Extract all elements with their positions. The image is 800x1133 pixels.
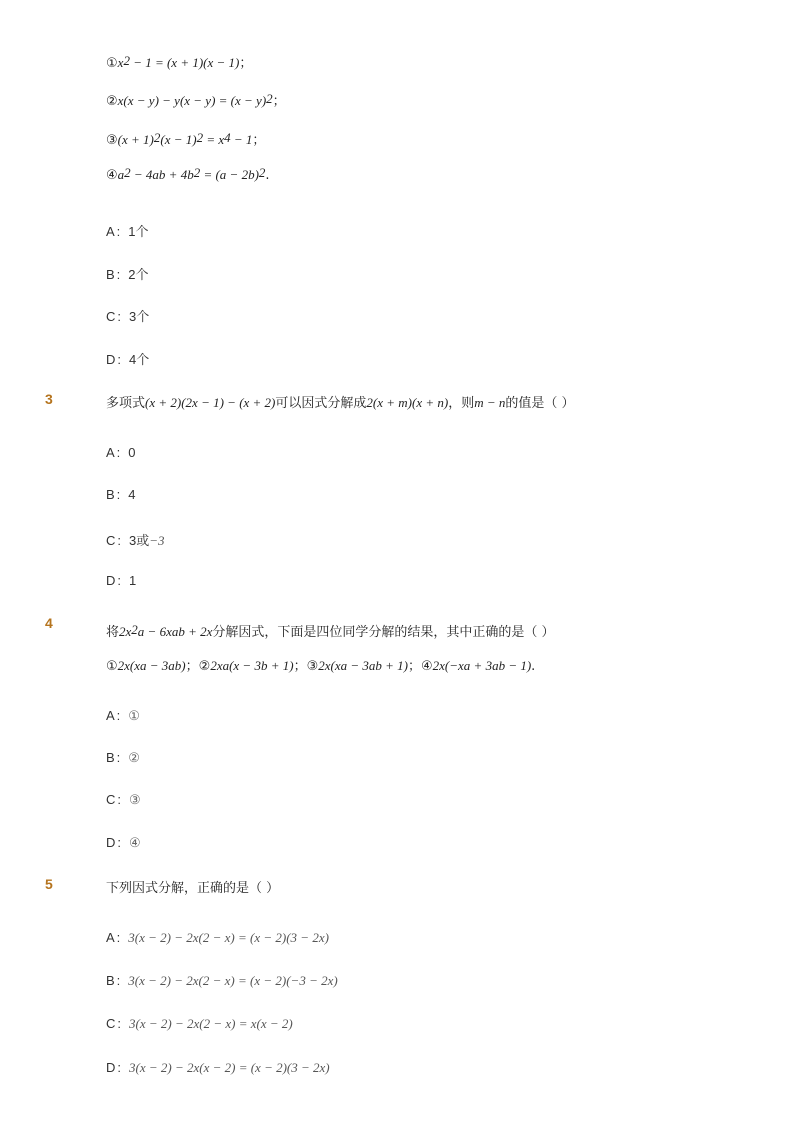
option-a[interactable]: A : 3(x − 2) − 2x(2 − x) = (x − 2)(3 − 2x) <box>106 930 329 945</box>
option-d[interactable]: D : ④ <box>106 835 141 850</box>
question-text: 下列因式分解，正确的是（ ） <box>106 881 280 896</box>
option-b[interactable]: B : ② <box>106 750 140 765</box>
option-d[interactable]: D : 1 <box>106 573 137 588</box>
option-b[interactable]: B : 2个 <box>106 267 149 282</box>
option-c[interactable]: C : ③ <box>106 792 141 807</box>
question-text: 将$2x^2a - 6xab + 2x$分解因式，下面是四位同学分解的结果，其中正确的是（ ） <box>106 622 555 640</box>
option-a[interactable]: A : 1个 <box>106 224 149 239</box>
statement-4: $④a^2 - 4ab + 4b^2 = (a - 2b)^2$. <box>106 165 270 183</box>
option-b[interactable]: B : 4 <box>106 487 136 502</box>
question-number: 5 <box>45 876 53 892</box>
statement-3: ③(x + $1)^2(x - 1)^2 = x^4 - 1$； <box>106 130 266 148</box>
option-a[interactable]: A : 0 <box>106 445 136 460</box>
statement-2: ②x(x − $y) - y(x - y) = (x - y)^2$； <box>106 91 286 109</box>
option-c[interactable]: C : 3个 <box>106 309 150 324</box>
option-d[interactable]: D : 3(x − 2) − 2x(x − 2) = (x − 2)(3 − 2x) <box>106 1060 330 1075</box>
option-b[interactable]: B : 3(x − 2) − 2x(2 − x) = (x − 2)(−3 − 2x) <box>106 973 338 988</box>
statement-1: $①x^2 - 1 = (x + 1)(x - 1)$； <box>106 53 253 71</box>
question-text: 多项式(x + 2)(2x − 1) − (x + 2)可以因式分解成2(x + m)(x + n)，则m − n的值是（ ） <box>106 395 575 411</box>
question-candidates: ①2x(xa − 3ab)；②2xa(x − 3b + 1)；③2x(xa − 3ab + 1)；④2x(−xa + 3ab − 1). <box>106 658 536 674</box>
option-c[interactable]: C : 3(x − 2) − 2x(2 − x) = x(x − 2) <box>106 1016 293 1031</box>
option-c[interactable]: C : 3或−3 <box>106 533 165 548</box>
question-number: 4 <box>45 615 53 631</box>
question-number: 3 <box>45 391 53 407</box>
option-a[interactable]: A : ① <box>106 708 140 723</box>
option-d[interactable]: D : 4个 <box>106 352 150 367</box>
